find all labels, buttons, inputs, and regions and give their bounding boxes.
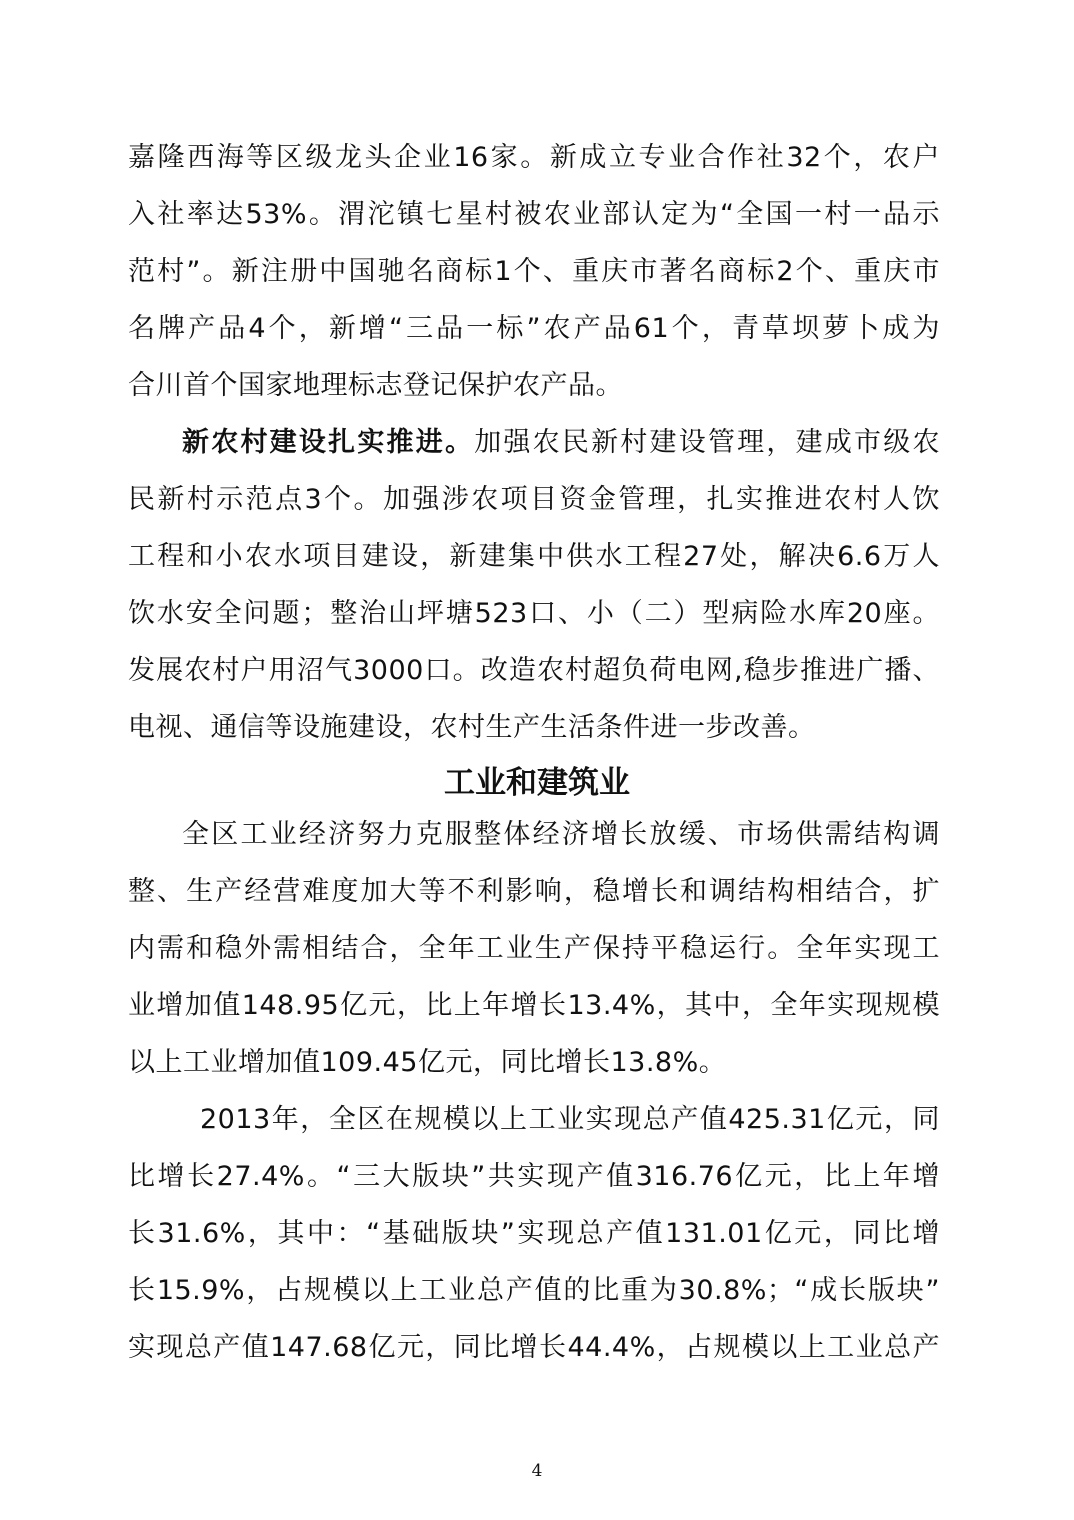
body-text-line: 以上工业增加值109.45亿元，同比增长13.8%。	[128, 1047, 727, 1078]
body-text-line: 电视、通信等设施建设，农村生产生活条件进一步改善。	[128, 712, 816, 743]
body-text-line: 发展农村户用沼气3000口。改造农村超负荷电网,稳步推进广播、	[128, 655, 940, 686]
body-text-line: 合川首个国家地理标志登记保护农产品。	[128, 370, 623, 401]
body-text-line: 长31.6%，其中：“基础版块”实现总产值131.01亿元，同比增	[128, 1218, 940, 1249]
body-text-line: 全区工业经济努力克服整体经济增长放缓、市场供需结构调	[182, 819, 940, 850]
paragraph-lead-rest: 加强农民新村建设管理，建成市级农	[474, 427, 941, 458]
body-text-line: 内需和稳外需相结合，全年工业生产保持平稳运行。全年实现工	[128, 933, 940, 964]
page-number: 4	[531, 1461, 543, 1481]
paragraph-lead-bold: 新农村建设扎实推进。	[182, 427, 475, 458]
body-text-line: 饮水安全问题；整治山坪塘523口、小（二）型病险水库20座。	[128, 598, 940, 629]
body-text-line: 实现总产值147.68亿元，同比增长44.4%，占规模以上工业总产	[128, 1332, 940, 1363]
body-text-line: 比增长27.4%。“三大版块”共实现产值316.76亿元，比上年增	[128, 1161, 940, 1192]
body-text-line: 嘉隆西海等区级龙头企业16家。新成立专业合作社32个，农户	[128, 142, 940, 173]
body-text-line: 整、生产经营难度加大等不利影响，稳增长和调结构相结合，扩	[128, 876, 940, 907]
body-text-line: 工程和小农水项目建设，新建集中供水工程27处，解决6.6万人	[128, 541, 940, 572]
body-text-line: 范村”。新注册中国驰名商标1个、重庆市著名商标2个、重庆市	[128, 256, 940, 287]
body-text-line: 名牌产品4个，新增“三品一标”农产品61个，青草坝萝卜成为	[128, 313, 940, 344]
body-text-line: 民新村示范点3个。加强涉农项目资金管理，扎实推进农村人饮	[128, 484, 940, 515]
section-heading: 工业和建筑业	[444, 765, 630, 801]
body-text-line: 业增加值148.95亿元，比上年增长13.4%，其中，全年实现规模	[128, 990, 940, 1021]
body-text-line: 2013年，全区在规模以上工业实现总产值425.31亿元，同	[200, 1104, 940, 1135]
body-text-line: 长15.9%，占规模以上工业总产值的比重为30.8%；“成长版块”	[128, 1275, 940, 1306]
body-text-line	[182, 423, 940, 463]
body-text-line: 入社率达53%。渭沱镇七星村被农业部认定为“全国一村一品示	[128, 199, 940, 230]
